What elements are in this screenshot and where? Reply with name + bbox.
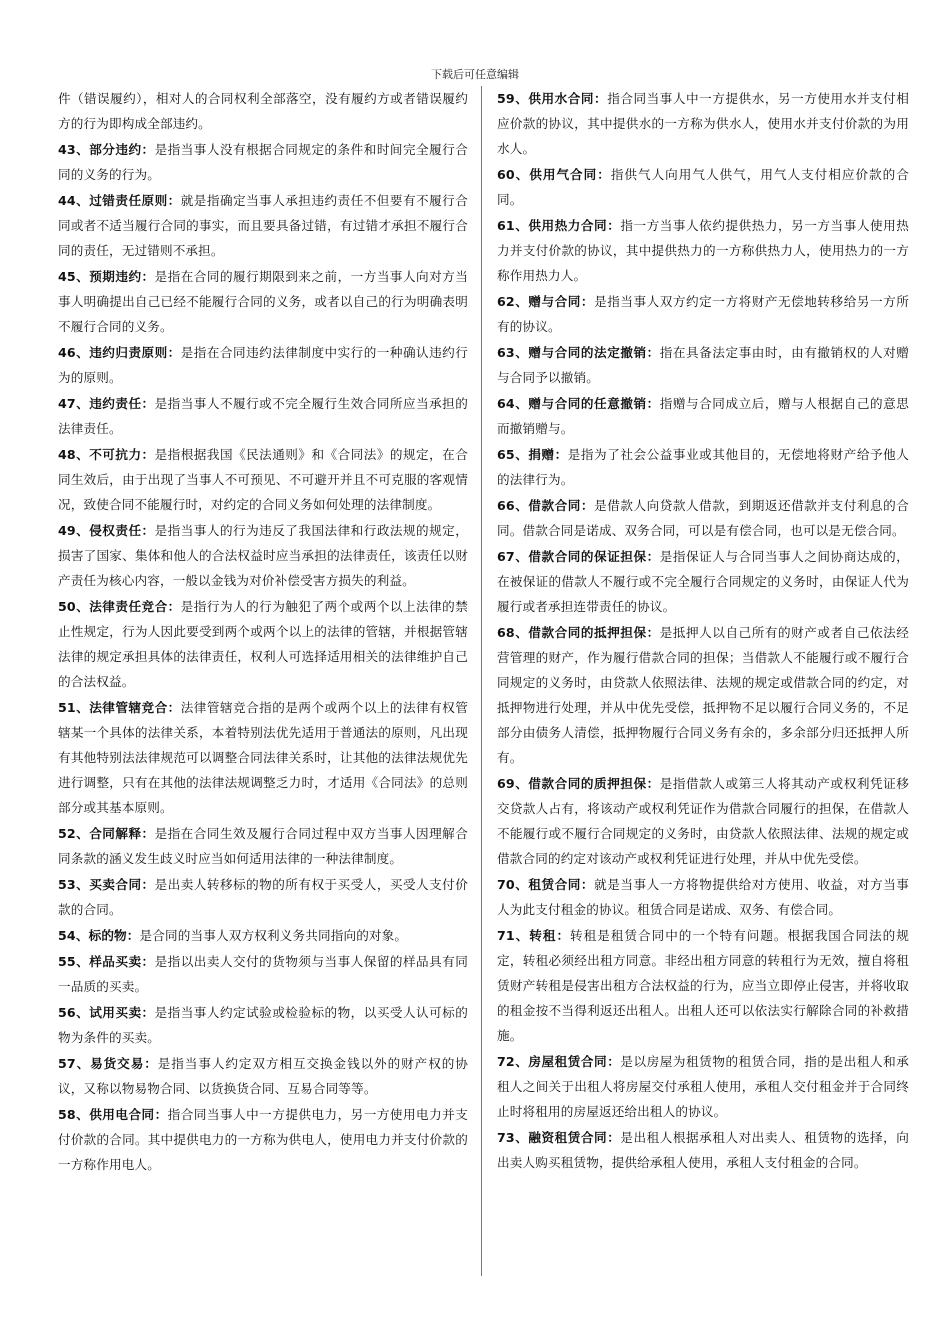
definition-text: 是指当事人约定双方相互交换金钱以外的财产权的协议，又称以物易物合同、以货换货合同、互易合同等等。 [58, 1056, 468, 1096]
definition-entry [58, 442, 468, 517]
definition-term: 73、融资租赁合同： [497, 1130, 621, 1145]
definition-entry [58, 821, 468, 871]
definition-term: 54、标的物： [58, 928, 140, 943]
definition-text: 就是当事人一方将物提供给对方使用、收益，对方当事人为此支付租金的协议。租赁合同是诺成、双务、有偿合同。 [497, 877, 909, 917]
definition-text: 是指保证人与合同当事人之间协商达成的，在被保证的借款人不履行或不完全履行合同规定的义务时，由保证人代为履行或者承担连带责任的协议。 [497, 549, 909, 614]
definition-entry [58, 594, 468, 694]
definition-entry [497, 442, 909, 492]
definition-text: 转租是租赁合同中的一个特有问题。根据我国合同法的规定，转租必须经出租方同意。非经出租方同意的转租行为无效，擅自将租赁财产转租是侵害出租方合法权益的行为，应当立即停止侵害，并将收取的租金按不当得利返还出租人。出租人还可以依法实行解除合同的补救措施。 [497, 928, 909, 1043]
definition-text: 指合同当事人中一方提供水，另一方使用水并支付相应价款的协议，其中提供水的一方称为供水人，使用水并支付价款的为用水人。 [497, 91, 909, 156]
definition-term: 60、供用气合同： [497, 167, 611, 182]
definition-term: 51、法律管辖竞合： [58, 700, 181, 715]
definition-term: 58、供用电合同： [58, 1107, 168, 1122]
definition-term: 62、赠与合同： [497, 294, 595, 309]
page-header: 下载后可任意编辑 [431, 68, 519, 81]
column-divider [481, 86, 482, 1276]
definition-text: 是借款人向贷款人借款，到期返还借款并支付利息的合同。借款合同是诺成、双务合同，可以是有偿合同，也可以是无偿合同。 [497, 498, 909, 538]
definition-text: 件（错误履约），相对人的合同权利全部落空，没有履约方或者错误履约方的行为即构成全部违约。 [58, 91, 468, 131]
definition-entry [58, 86, 468, 136]
definition-entry [58, 264, 468, 339]
definition-term: 69、借款合同的质押担保： [497, 776, 660, 791]
definition-entry [497, 289, 909, 339]
definition-entry [58, 340, 468, 390]
definition-text: 是指在合同违约法律制度中实行的一种确认违约行为的原则。 [58, 345, 468, 385]
definition-entry [497, 340, 909, 390]
definition-text: 是指以出卖人交付的货物须与当事人保留的样品具有同一品质的买卖。 [58, 954, 468, 994]
definition-text: 是出租人根据承租人对出卖人、租赁物的选择，向出卖人购买租赁物，提供给承租人使用，承租人支付租金的合同。 [497, 1130, 909, 1170]
definition-term: 56、试用买卖： [58, 1005, 155, 1020]
definition-entry [497, 1049, 909, 1124]
definition-text: 指在具备法定事由时，由有撤销权的人对赠与合同予以撤销。 [497, 345, 909, 385]
definition-term: 55、样品买卖： [58, 954, 155, 969]
definition-term: 70、租赁合同： [497, 877, 595, 892]
definition-text: 是指在合同的履行期限到来之前，一方当事人向对方当事人明确提出自己已经不能履行合同的义务，或者以自己的行为明确表明不履行合同的义务。 [58, 269, 468, 334]
definition-entry [58, 188, 468, 263]
definition-term: 67、借款合同的保证担保： [497, 549, 660, 564]
definition-text: 就是指确定当事人承担违约责任不但要有不履行合同或者不适当履行合同的事实，而且要具备过错，有过错才承担不履行合同的责任，无过错则不承担。 [58, 193, 468, 258]
definition-term: 65、捐赠： [497, 447, 568, 462]
definition-term: 53、买卖合同： [58, 877, 155, 892]
definition-text: 是指当事人双方约定一方将财产无偿地转移给另一方所有的协议。 [497, 294, 909, 334]
definition-entry [497, 872, 909, 922]
definition-text: 是以房屋为租赁物的租赁合同，指的是出租人和承租人之间关于出租人将房屋交付承租人使用，承租人交付租金并于合同终止时将租用的房屋返还给出租人的协议。 [497, 1054, 909, 1119]
definition-term: 47、违约责任： [58, 396, 155, 411]
definition-text: 是指为了社会公益事业或其他目的，无偿地将财产给予他人的法律行为。 [497, 447, 909, 487]
definition-text: 指合同当事人中一方提供电力，另一方使用电力并支付价款的合同。其中提供电力的一方称为供电人，使用电力并支付价款的一方称作用电人。 [58, 1107, 468, 1172]
definition-entry [497, 544, 909, 619]
definition-entry [58, 391, 468, 441]
definition-entry [497, 771, 909, 871]
definition-term: 52、合同解释： [58, 826, 155, 841]
definition-entry [58, 518, 468, 593]
definition-text: 是指在合同生效及履行合同过程中双方当事人因理解合同条款的涵义发生歧义时应当如何适用法律的一种法律制度。 [58, 826, 468, 866]
definition-entry [58, 949, 468, 999]
definition-term: 59、供用水合同： [497, 91, 608, 106]
definition-term: 43、部分违约： [58, 142, 155, 157]
definition-text: 指供气人向用气人供气，用气人支付相应价款的合同。 [497, 167, 909, 207]
definition-entry [58, 923, 468, 948]
definition-text: 是指当事人不履行或不完全履行生效合同所应当承担的法律责任。 [58, 396, 468, 436]
definition-entry [58, 1102, 468, 1177]
definition-term: 57、易货交易： [58, 1056, 158, 1071]
definition-term: 61、供用热力合同： [497, 218, 621, 233]
definition-term: 72、房屋租赁合同： [497, 1054, 621, 1069]
definition-entry [58, 1051, 468, 1101]
definition-entry [497, 213, 909, 288]
definition-entry [497, 620, 909, 770]
definition-entry [58, 137, 468, 187]
definition-term: 71、转租： [497, 928, 571, 943]
definition-entry [497, 493, 909, 543]
definition-term: 50、法律责任竞合： [58, 599, 181, 614]
definition-text: 是合同的当事人双方权利义务共同指向的对象。 [139, 928, 408, 943]
definition-term: 49、侵权责任： [58, 523, 155, 538]
definition-entry [58, 695, 468, 820]
left-column [58, 86, 468, 1178]
definition-text: 是指借款人或第三人将其动产或权利凭证移交贷款人占有，将该动产或权利凭证作为借款合同履行的担保，在借款人不能履行或不履行合同规定的义务时，由贷款人依照法律、法规的规定或借款合同的约定对该动产或权利凭证进行处理，并从中优先受偿。 [497, 776, 909, 866]
definition-term: 63、赠与合同的法定撤销： [497, 345, 660, 360]
definition-term: 66、借款合同： [497, 498, 595, 513]
definition-text: 是指根据我国《民法通则》和《合同法》的规定，在合同生效后，由于出现了当事人不可预见、不可避开并且不可克服的客观情况，致使合同不能履行时，对约定的合同义务如何处理的法律制度。 [58, 447, 468, 512]
definition-text: 是指行为人的行为触犯了两个或两个以上法律的禁止性规定，行为人因此要受到两个或两个以上的法律的管辖，并根据管辖法律的规定承担具体的法律责任，权利人可选择适用相关的法律维护自己的合法权益。 [58, 599, 468, 689]
definition-text: 是抵押人以自己所有的财产或者自己依法经营管理的财产，作为履行借款合同的担保；当借款人不能履行或不履行合同规定的义务时，由贷款人依照法律、法规的规定或借款合同的约定，对抵押物进行处理，并从中优先受偿，抵押物不足以履行合同义务的，不足部分由债务人清偿，抵押物履行合同义务有余的，多余部分归还抵押人所有。 [497, 625, 909, 765]
definition-entry [497, 1125, 909, 1175]
definition-text: 指一方当事人依约提供热力，另一方当事人使用热力并支付价款的协议，其中提供热力的一方称供热力人，使用热力的一方称作用热力人。 [497, 218, 909, 283]
definition-term: 64、赠与合同的任意撤销： [497, 396, 660, 411]
definition-text: 是指当事人的行为违反了我国法律和行政法规的规定，损害了国家、集体和他人的合法权益时应当承担的法律责任，该责任以财产责任为核心内容，一般以金钱为对价补偿受害方损失的利益。 [58, 523, 468, 588]
definition-term: 45、预期违约： [58, 269, 155, 284]
definition-entry [497, 923, 909, 1048]
definition-entry [58, 1000, 468, 1050]
definition-term: 46、违约归责原则： [58, 345, 181, 360]
definition-entry [497, 162, 909, 212]
definition-entry [58, 872, 468, 922]
definition-text: 是出卖人转移标的物的所有权于买受人，买受人支付价款的合同。 [58, 877, 468, 917]
definition-text: 是指当事人没有根据合同规定的条件和时间完全履行合同的义务的行为。 [58, 142, 468, 182]
definition-term: 68、借款合同的抵押担保： [497, 625, 660, 640]
definition-term: 44、过错责任原则： [58, 193, 181, 208]
definition-text: 是指当事人约定试验或检验标的物，以买受人认可标的物为条件的买卖。 [58, 1005, 468, 1045]
definition-entry [497, 86, 909, 161]
definition-text: 法律管辖竞合指的是两个或两个以上的法律有权管辖某一个具体的法律关系，本着特别法优先适用于普通法的原则，凡出现有其他特别法法律规范可以调整合同法律关系时，让其他的法律法规优先进行调整，只有在其他的法律法规调整乏力时，才适用《合同法》的总则部分或其基本原则。 [58, 700, 468, 815]
definition-text: 指赠与合同成立后，赠与人根据自己的意思而撤销赠与。 [497, 396, 909, 436]
definition-entry [497, 391, 909, 441]
definition-term: 48、不可抗力： [58, 447, 155, 462]
right-column [497, 86, 909, 1176]
